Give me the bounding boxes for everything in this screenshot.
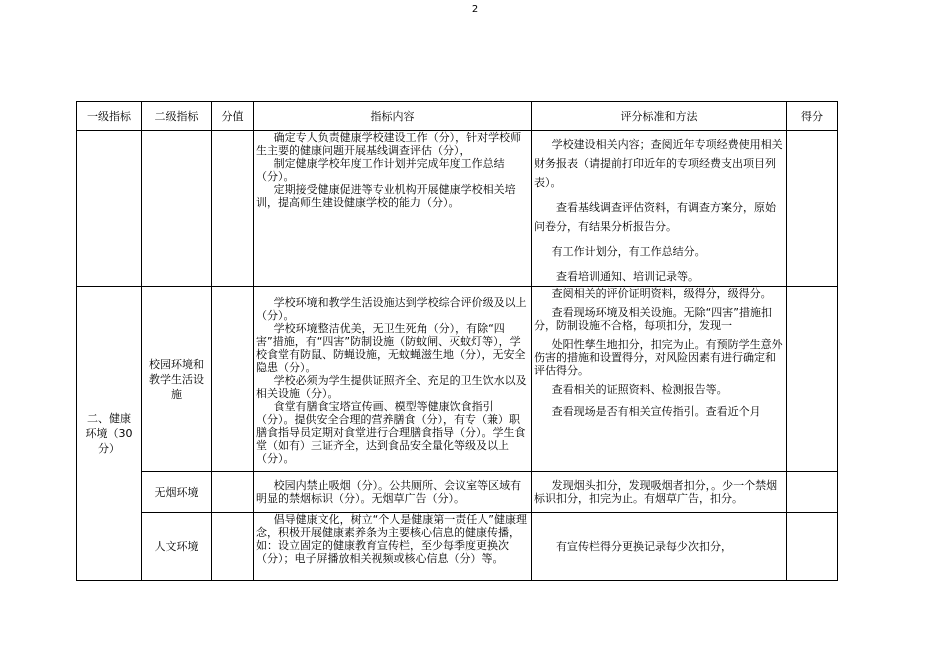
cell-content: [254, 513, 532, 581]
method-line: 有宣传栏得分更换记录每少次扣分，: [556, 540, 732, 553]
cell-method: [532, 472, 787, 513]
cell-got-empty: [787, 131, 838, 287]
content-line: 倡导健康文化，树立“个人是健康第一责任人”健康理念，积极开展健康素养条为主要核心信息的健康传播，如：设立固定的健康教育宣传栏，至少每季度更换次（分）；电子屏播放相关视频或核心信息（分）等。: [256, 513, 527, 565]
cell-score-empty: [212, 513, 254, 581]
page-number: 2: [471, 4, 479, 15]
content-line: 确定专人负责健康学校建设工作（分），针对学校师生主要的健康问题开展基线调查评估（分），: [256, 131, 522, 157]
header-content: 指标内容: [254, 102, 532, 131]
evaluation-table: [76, 101, 838, 581]
content-line: 学校环境和教学生活设施达到学校综合评价级及以上（分）。: [256, 296, 527, 322]
content-line: 学校必须为学生提供证照齐全、充足的卫生饮水以及相关设施（分）。: [256, 374, 527, 400]
header-level2: 二级指标: [142, 102, 212, 131]
header-score: 分值: [212, 102, 254, 131]
cell-method: [532, 287, 787, 472]
cell-score-empty: [212, 472, 254, 513]
content-line: 学校环境整洁优美，无卫生死角（分），有除“四害”措施，有“四害”防制设施（防蚊闸、灭蚊灯等），学校食堂有防鼠、防蝇设施，无蚊蝇滋生地（分），无安全隐患（分）。: [256, 322, 526, 374]
method-line: 查看相关的证照资料、检测报告等。: [551, 383, 728, 396]
cell-got-empty: [787, 472, 838, 513]
method-line: 发现烟头扣分，发现吸烟者扣分，。少一个禁烟标识扣分，扣完为止。有烟草广告，扣分。: [534, 479, 778, 505]
header-method: 评分标准和方法: [532, 102, 787, 131]
cell-content: [254, 472, 532, 513]
method-line: 查阅相关的评价证明资料，级得分，级得分。: [551, 287, 772, 300]
header-level1: 一级指标: [77, 102, 142, 131]
table-row: [77, 513, 838, 581]
content-line: 校园内禁止吸烟（分）。公共厕所、会议室等区域有明显的禁烟标识（分）。无烟草广告（分）。: [256, 479, 522, 505]
cell-content: [254, 131, 532, 287]
cell-method: [532, 131, 787, 287]
content-line: 制定健康学校年度工作计划并完成年度工作总结（分）。: [256, 157, 505, 183]
cell-score-empty: [212, 287, 254, 472]
cell-level2: 无烟环境: [142, 472, 212, 513]
method-line: 查看基线调查评估资料，有调查方案分，原始问卷分，有结果分析报告分。: [534, 201, 776, 233]
table-header-row: [77, 102, 838, 131]
content-line: 定期接受健康促进等专业机构开展健康学校相关培训，提高师生建设健康学校的能力（分）。: [256, 183, 516, 209]
cell-level1-empty: [77, 131, 142, 287]
method-line: 查看现场是否有相关宣传指引。查看近个月: [551, 405, 761, 418]
cell-method: [532, 513, 787, 581]
cell-level1: 二、健康环境（30分）: [77, 287, 142, 581]
cell-got-empty: [787, 287, 838, 472]
cell-level2: 人文环境: [142, 513, 212, 581]
content-line: 食堂有膳食宝塔宣传画、模型等健康饮食指引（分）。提供安全合理的营养膳食（分），有专（兼）职膳食指导员定期对食堂进行合理膳食指导（分）。学生食堂（如有）三证齐全，达到食品安全量化等级及以上（分）。: [256, 400, 526, 465]
method-line: 处阳性孳生地扣分，扣完为止。有预防学生意外伤害的措施和设置得分，对风险因素有进行确定和评估得分。: [534, 338, 783, 377]
header-got: 得分: [787, 102, 838, 131]
method-line: 查看现场环境及相关设施。无除“四害”措施扣分，防制设施不合格，每项扣分，发现一: [534, 306, 772, 332]
cell-got-empty: [787, 513, 838, 581]
table-row: [77, 472, 838, 513]
table-row: [77, 287, 838, 472]
cell-content: [254, 287, 532, 472]
method-line: 查看培训通知、培训记录等。: [556, 270, 699, 283]
method-line: 学校建设相关内容；查阅近年专项经费使用相关财务报表（请提前打印近年的专项经费支出项目列表）。: [534, 138, 783, 189]
cell-level2: 校园环境和教学生活设施: [142, 287, 212, 472]
method-line: 有工作计划分，有工作总结分。: [551, 245, 706, 258]
cell-level2-empty: [142, 131, 212, 287]
cell-score-empty: [212, 131, 254, 287]
table-row: [77, 131, 838, 287]
